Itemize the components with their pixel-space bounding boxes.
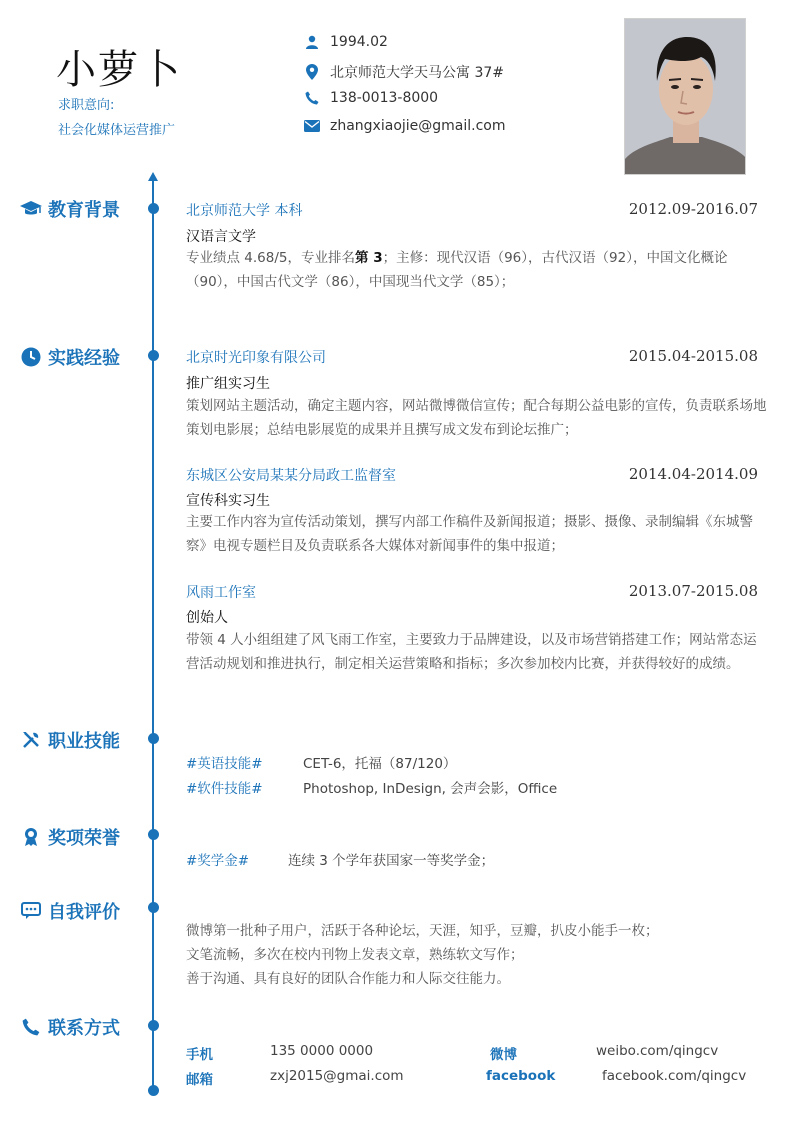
contact-facebook-label: facebook <box>486 1068 556 1084</box>
skill-tag: #软件技能# <box>186 781 263 797</box>
timeline-dot <box>148 733 159 744</box>
education-date: 2012.09-2016.07 <box>628 200 758 218</box>
contact-phone-value: 135 0000 0000 <box>270 1043 374 1059</box>
info-phone <box>304 90 438 106</box>
rank-value: 第 3 <box>355 250 383 266</box>
practice-date: 2013.07-2015.08 <box>628 582 758 600</box>
self-eval-line: 微博第一批种子用户，活跃于各种论坛，天涯，知乎，豆瓣，扒皮小能手一枚； <box>186 923 659 939</box>
phone-handset-icon <box>20 1016 42 1038</box>
contact-phone-label: 手机 <box>186 1047 213 1063</box>
timeline-dot <box>148 350 159 361</box>
job-intent-value: 社会化媒体运营推广 <box>58 123 176 138</box>
practice-org: 风雨工作室 <box>186 585 256 601</box>
timeline-dot <box>148 1020 159 1031</box>
address-value: 北京师范大学天马公寓 37# <box>330 65 504 81</box>
timeline-dot <box>148 829 159 840</box>
location-pin-icon <box>304 64 320 80</box>
ribbon-icon <box>20 826 42 848</box>
award-value: 连续 3 个学年获国家一等奖学金； <box>288 853 495 869</box>
phone-value: 138-0013-8000 <box>330 90 439 106</box>
practice-role: 创始人 <box>186 610 228 626</box>
practice-desc: 主要工作内容为宣传活动策划，撰写内部工作稿件及新闻报道；摄影、摄像、录制编辑《东城警察》电视专题栏目及负责联系各大媒体对新闻事件的集中报道； <box>186 514 753 554</box>
info-email <box>304 118 506 134</box>
contact-weibo-value[interactable]: weibo.com/qingcv <box>596 1043 719 1059</box>
section-self-eval-title: 自我评价 <box>20 898 120 924</box>
self-eval-line: 善于沟通、具有良好的团队合作能力和人际交往能力。 <box>186 971 510 987</box>
skill-value: Photoshop, InDesign, 会声会影，Office <box>303 781 558 797</box>
practice-role: 宣传科实习生 <box>186 493 270 509</box>
envelope-icon <box>304 118 320 134</box>
info-address <box>304 62 504 82</box>
graduation-cap-icon <box>20 198 42 220</box>
education-details: 专业绩点 4.68/5，专业排名第 3；主修：现代汉语（96），古代汉语（92），中国文化概论（90），中国古代文学（86），中国现当代文学（85）； <box>186 250 728 290</box>
chat-bubble-icon <box>20 900 42 922</box>
timeline-dot <box>148 902 159 913</box>
contact-mail-label: 邮箱 <box>186 1072 213 1088</box>
practice-org: 东城区公安局某某分局政工监督室 <box>186 468 396 484</box>
candidate-name: 小萝卜 <box>56 47 182 93</box>
section-contact-title: 联系方式 <box>20 1014 120 1040</box>
practice-desc: 策划网站主题活动，确定主题内容，网站微博微信宣传；配合每期公益电影的宣传，负责联系场地策划电影展；总结电影展览的成果并且撰写成文发布到论坛推广； <box>186 398 767 438</box>
contact-mail-value[interactable]: zxj2015@gmai.com <box>270 1068 404 1084</box>
timeline-dot <box>148 203 159 214</box>
clock-icon <box>20 346 42 368</box>
profile-photo <box>624 18 746 175</box>
phone-icon <box>304 90 320 106</box>
section-skills-title: 职业技能 <box>20 727 120 753</box>
practice-date: 2014.04-2014.09 <box>628 465 758 483</box>
education-school: 北京师范大学 本科 <box>186 203 303 219</box>
practice-desc: 带领 4 人小组组建了风飞雨工作室，主要致力于品牌建设，以及市场营销搭建工作；网站常态运营活动规划和推进执行，制定相关运营策略和指标；多次参加校内比赛，并获得较好的成绩。 <box>186 632 757 672</box>
timeline-line <box>152 180 154 1092</box>
practice-role: 推广组实习生 <box>186 376 270 392</box>
section-practice-title: 实践经验 <box>20 344 120 370</box>
award-tag: #奖学金# <box>186 853 250 869</box>
self-eval-line: 文笔流畅，多次在校内刊物上发表文章，熟练软文写作； <box>186 947 524 963</box>
contact-weibo-label: 微博 <box>490 1047 517 1063</box>
job-intent-label: 求职意向: <box>58 98 115 113</box>
timeline-arrow-icon <box>148 172 158 181</box>
info-birth <box>304 34 388 50</box>
section-awards-title: 奖项荣誉 <box>20 824 120 850</box>
person-icon <box>304 34 320 50</box>
education-major: 汉语言文学 <box>186 229 256 245</box>
tools-icon <box>20 729 42 751</box>
contact-facebook-value[interactable]: facebook.com/qingcv <box>602 1068 747 1084</box>
skill-tag: #英语技能# <box>186 756 263 772</box>
email-value[interactable]: zhangxiaojie@gmail.com <box>330 118 506 134</box>
skill-value: CET-6，托福（87/120） <box>303 756 457 772</box>
practice-date: 2015.04-2015.08 <box>628 347 758 365</box>
birth-value: 1994.02 <box>330 34 388 50</box>
practice-org: 北京时光印象有限公司 <box>186 350 326 366</box>
section-education-title: 教育背景 <box>20 196 120 222</box>
timeline-dot <box>148 1085 159 1096</box>
